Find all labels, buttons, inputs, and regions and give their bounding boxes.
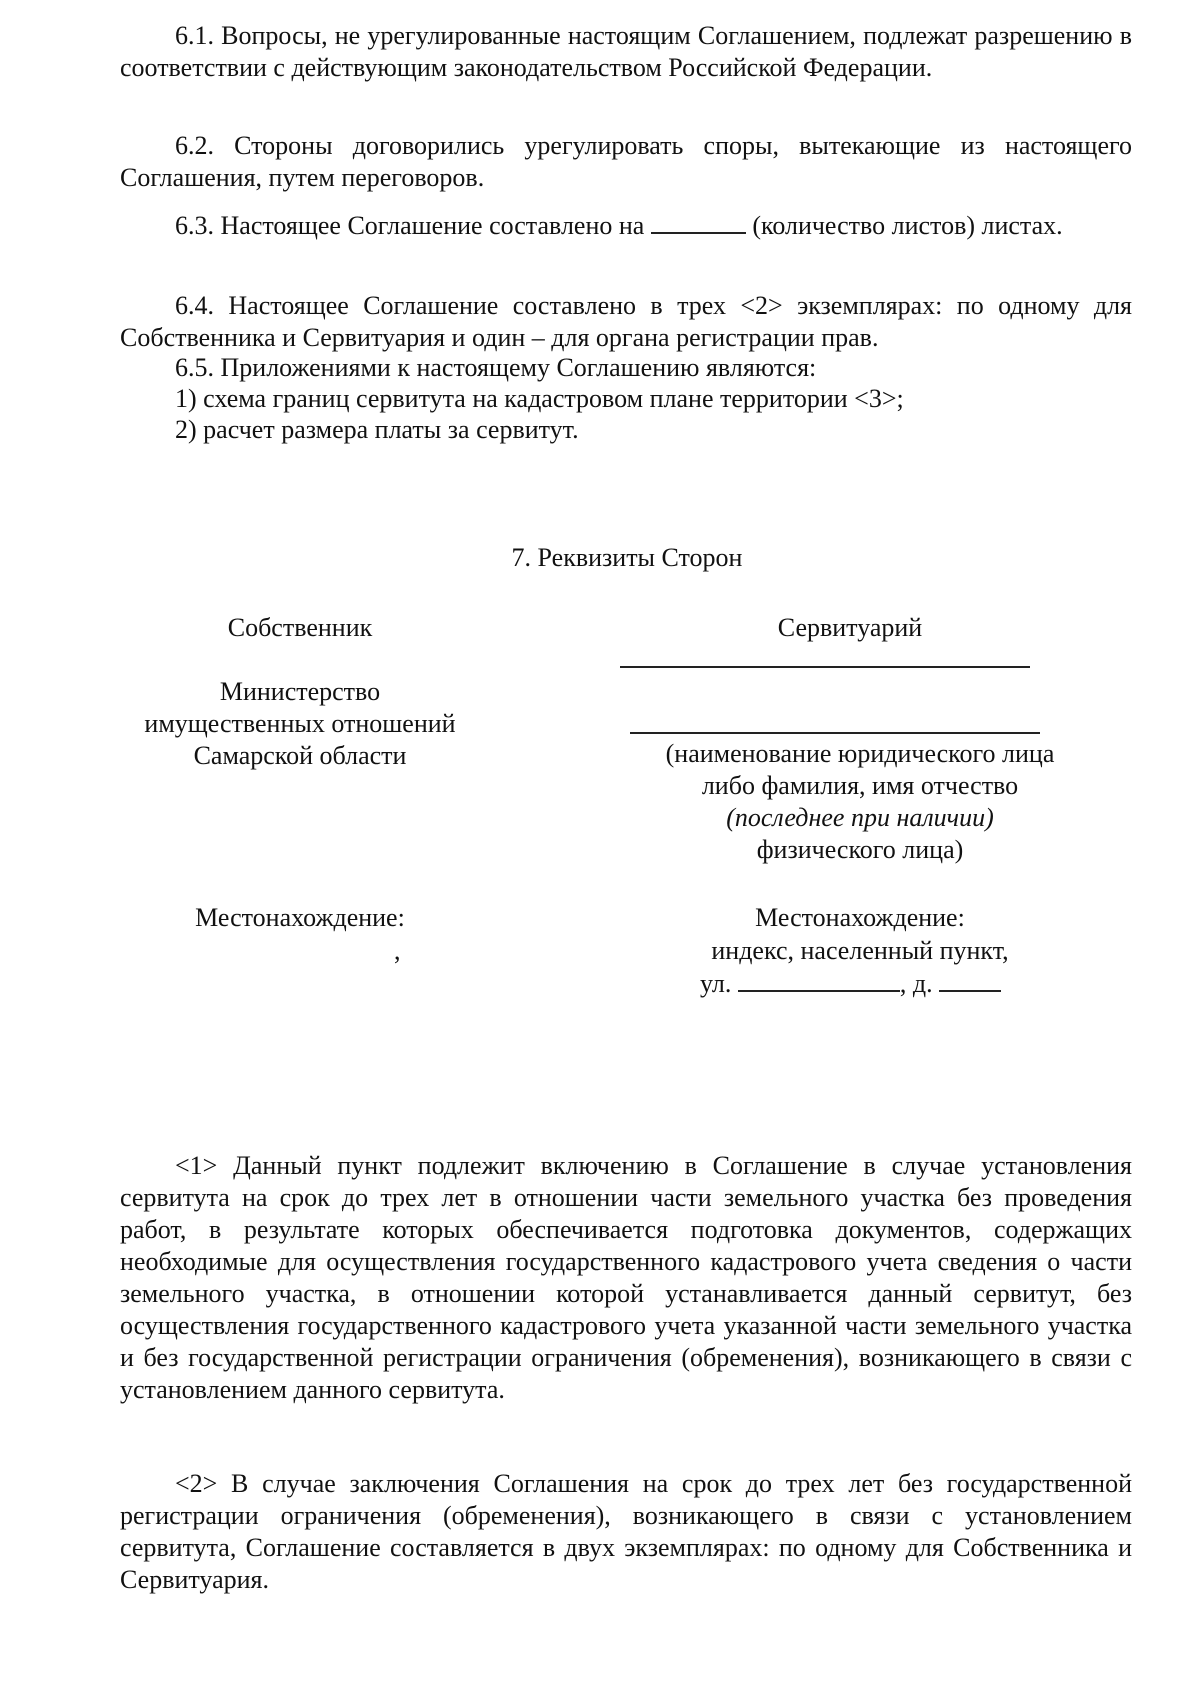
annex-item-2: 2) расчет размера платы за сервитут. bbox=[175, 415, 579, 444]
footnote-2: <2> В случае заключения Соглашения на срок до трех лет без государственной регистрации ограничения (обременения), возникающего в связи с установлением сервитута, Соглашение составляется в двух экземплярах: по одному для Собственника и Сервитуария. bbox=[120, 1469, 1132, 1594]
owner-heading: Собственник bbox=[227, 613, 373, 642]
servitor-caption-line-3 bbox=[610, 802, 1110, 834]
clause-6-2: 6.2. Стороны договорились урегулировать споры, вытекающие из настоящего Соглашения, путем переговоров. bbox=[120, 131, 1132, 192]
house-label: , д. bbox=[899, 969, 933, 998]
clause-6-5: 6.5. Приложениями к настоящему Соглашению являются: bbox=[175, 353, 817, 382]
owner-name-line-1: Министерство bbox=[219, 677, 381, 706]
owner-location-value: , bbox=[394, 936, 401, 965]
house-blank bbox=[939, 968, 1001, 992]
clause-6-3-text: 6.3. Настоящее Соглашение составлено на bbox=[175, 211, 645, 240]
street-blank bbox=[738, 968, 900, 992]
clause-6-3-suffix: (количество листов) листах. bbox=[752, 211, 1063, 240]
servitor-signature-line bbox=[620, 666, 1030, 668]
street-label: ул. bbox=[700, 969, 732, 998]
owner-name-line-2: имущественных отношений bbox=[144, 709, 456, 738]
annex-item-1: 1) схема границ сервитута на кадастровом плане территории <3>; bbox=[175, 384, 904, 413]
servitor-location-label: Местонахождение: bbox=[755, 903, 965, 932]
owner-name-line-3: Самарской области bbox=[193, 741, 407, 770]
servitor-street-line bbox=[700, 968, 1001, 1000]
servitor-caption-line-1: (наименование юридического лица bbox=[665, 739, 1055, 768]
servitor-address-line: индекс, населенный пункт, bbox=[711, 936, 1009, 965]
servitor-caption-line-4: физического лица) bbox=[756, 835, 964, 864]
servitor-heading: Сервитуарий bbox=[777, 613, 923, 642]
servitor-caption-line-2: либо фамилия, имя отчество bbox=[701, 771, 1019, 800]
clause-6-1: 6.1. Вопросы, не урегулированные настоящим Соглашением, подлежат разрешению в соответствии с действующим законодательством Российской Федерации. bbox=[120, 21, 1132, 82]
sheet-count-blank bbox=[651, 210, 746, 234]
section-7-title: 7. Реквизиты Сторон bbox=[511, 543, 743, 572]
clause-6-3 bbox=[120, 210, 1132, 242]
servitor-name-line bbox=[630, 732, 1040, 734]
servitor-caption-italic: (последнее при наличии) bbox=[726, 803, 994, 832]
clause-6-4: 6.4. Настоящее Соглашение составлено в трех <2> экземплярах: по одному для Собственника и Сервитуария и один – для органа регистрации прав. bbox=[120, 291, 1132, 352]
footnote-1: <1> Данный пункт подлежит включению в Соглашение в случае установления сервитута на срок до трех лет в отношении части земельного участка без проведения работ, в результате которых обеспечивается подготовка документов, содержащих необходимые для осуществления государственного кадастрового учета сведения о части земельного участка, в отношении которой устанавливается данный сервитут, без осуществления государственного кадастрового учета указанной части земельного участка и без государственной регистрации ограничения (обременения), возникающего в связи с установлением данного сервитута. bbox=[120, 1151, 1132, 1404]
owner-location-label: Местонахождение: bbox=[195, 903, 405, 932]
